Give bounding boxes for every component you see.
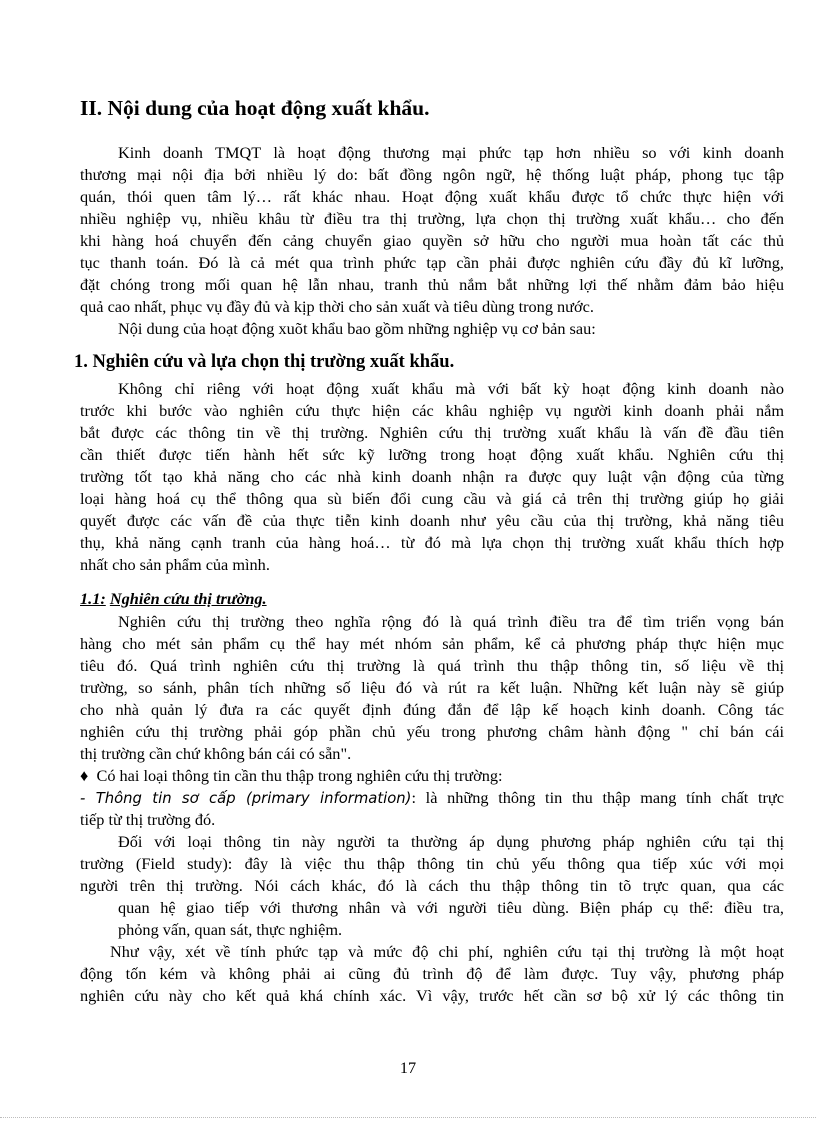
research-line: hàng cho mét sản phẩm cụ thể hay mét nhóm sản phẩm, kể cả phương pháp thực hiện mục <box>80 634 784 653</box>
subsection-line: trước khi bước vào nghiên cứu thực hiện các khâu nghiệp vụ người kinh doanh phải nắm <box>80 401 784 420</box>
primary-info-line <box>80 787 784 810</box>
primary-info-label: - Thông tin sơ cấp (primary information) <box>80 790 412 807</box>
diamond-bullet-icon: ♦ <box>80 766 89 785</box>
subsection-line: cần thiết được tiến hành hết sức kỹ lưỡng trong hoạt động xuất khẩu. Nghiên cứu thị <box>80 445 784 464</box>
subsection-line: trường tốt tạo khả năng cho các nhà kinh doanh nhận ra được quy luật vận động của từng <box>80 467 784 486</box>
primary-info-cont: tiếp từ thị trường đó. <box>80 810 216 829</box>
field-line: người trên thị trường. Nói cách khác, đó là cách thu thập thông tin tõ trực quan, qua các <box>80 876 784 895</box>
research-line: trường, so sánh, phân tích những số liệu đó và rút ra kết luận. Những kết luận này sẽ giúp <box>80 678 784 697</box>
primary-info-rest: : là những thông tin thu thập mang tính chất trực <box>411 788 784 807</box>
subsection-line: bắt được các thông tin về thị trường. Nghiên cứu thị trường xuất khẩu là vấn đề đầu tiên <box>80 423 784 442</box>
intro-line: Kinh doanh TMQT là hoạt động thương mại phức tạp hơn nhiều so với kinh doanh <box>118 143 784 162</box>
conclusion-line: Như vậy, xét về tính phức tạp và mức độ chi phí, nghiên cứu tại thị trường là một hoạt <box>110 942 784 961</box>
subsection-title: 1. Nghiên cứu và lựa chọn thị trường xuất khẩu. <box>74 352 455 372</box>
research-line: cho nhà quản lý đưa ra các quyết định đúng đắn để lập kế hoạch kinh doanh. Công tác <box>80 700 784 719</box>
field-line: phỏng vấn, quan sát, thực nghiệm. <box>118 920 343 939</box>
research-line: nghiên cứu thị trường phải góp phần chủ yếu trong phương châm hành động " chỉ bán cái <box>80 722 784 741</box>
intro-line: nhiều nghiệp vụ, nhiều khâu từ điều tra thị trường, lựa chọn thị trường xuất khẩu… cho đến <box>80 209 784 228</box>
conclusion-line: nghiên cứu này cho kết quả khá chính xác. Vì vậy, trước hết cần sơ bộ xử lý các thông tin <box>80 986 784 1005</box>
intro-line: đặt chóng trong mối quan hệ lẫn nhau, tranh thủ nắm bắt những lợi thế nhằm đảm bảo hiệu <box>80 275 784 294</box>
subsubsection-heading <box>80 589 267 609</box>
subsection-line: nhất cho sản phẩm của mình. <box>80 555 270 574</box>
intro-line: quán, thói quen tâm lý… rất khác nhau. Hoạt động xuất khẩu được tổ chức thực hiện với <box>80 187 784 206</box>
intro-line: thương mại nội địa bởi nhiều lý do: bất đồng ngôn ngữ, hệ thống luật pháp, phong tục tập <box>80 165 784 184</box>
field-line: trường (Field study): đây là việc thu thập thông tin chủ yếu thông qua tiếp xúc với mọi <box>80 854 784 873</box>
field-line: Đối với loại thông tin này người ta thường áp dụng phương pháp nghiên cứu tại thị <box>118 832 784 851</box>
page-bottom-divider <box>0 1117 816 1118</box>
bullet-item <box>80 765 503 787</box>
intro-line: quả cao nhất, phục vụ đầy đủ và kịp thời cho sản xuất và tiêu dùng trong nước. <box>80 297 594 316</box>
page-number: 17 <box>399 1058 417 1077</box>
conclusion-line: động tốn kém và không phải ai cũng đủ trình độ để làm được. Tuy vậy, phương pháp <box>80 964 784 983</box>
section-title: II. Nội dung của hoạt động xuất khẩu. <box>80 96 430 120</box>
subsection-line: thụ, khả năng cạnh tranh của hàng hoá… từ đó mà lựa chọn thị trường xuất khẩu thích hợp <box>80 533 784 552</box>
intro-line: khi hàng hoá chuyển đến cảng chuyển giao quyền sở hữu cho người mua hoàn tất các thủ <box>80 231 784 250</box>
research-line: Nghiên cứu thị trường theo nghĩa rộng đó là quá trình điều tra để tìm triển vọng bán <box>118 612 784 631</box>
subsection-line: loại hàng hoá cụ thể thông qua sù biến đổi cung cầu và giá cả trên thị trường giúp họ giải <box>80 489 784 508</box>
subsection-line: Không chỉ riêng với hoạt động xuất khẩu mà với bất kỳ hoạt động kinh doanh nào <box>118 379 784 398</box>
research-line: tiêu đó. Quá trình nghiên cứu thị trường là quá trình thu thập thông tin, số liệu về thị <box>80 656 784 675</box>
field-line: quan hệ giao tiếp với thương nhân và với người tiêu dùng. Biện pháp cụ thể: điều tra, <box>118 898 784 917</box>
subsubsection-number: 1.1: <box>80 589 106 608</box>
bullet-text: Có hai loại thông tin cần thu thập trong nghiên cứu thị trường: <box>96 766 503 785</box>
research-line: thị trường cần chứ không bán cái có sẵn". <box>80 744 352 763</box>
subsection-line: quyết được các vấn đề của thực tiễn kinh doanh như yêu cầu của thị trường, khả năng tiêu <box>80 511 784 530</box>
intro-line: tục thanh toán. Đó là cả mét qua trình phức tạp cần phải được nghiên cứu đầy đủ kĩ lưỡng, <box>80 253 784 272</box>
subsubsection-title: Nghiên cứu thị trường. <box>109 589 267 608</box>
intro-closing: Nội dung của hoạt động xuõt khẩu bao gồm những nghiệp vụ cơ bản sau: <box>118 319 596 338</box>
